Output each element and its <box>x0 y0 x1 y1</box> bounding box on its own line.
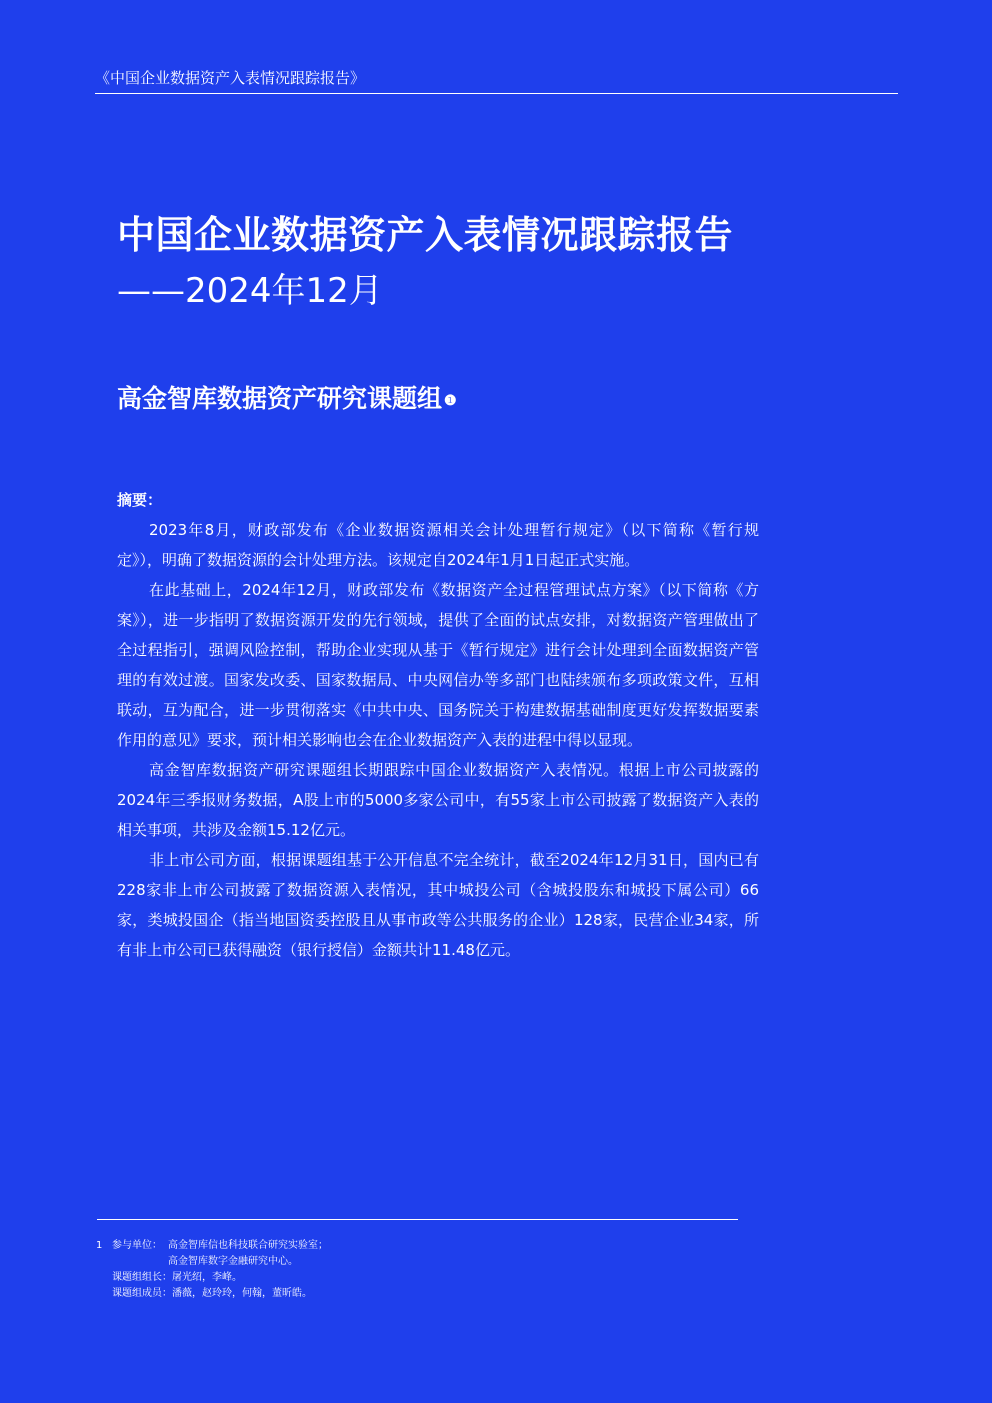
author-group <box>117 380 457 418</box>
report-subtitle: ——2024年12月 <box>117 271 383 311</box>
leaders-label: 课题组组长： <box>112 1272 172 1283</box>
abstract-paragraph-4: 非上市公司方面，根据课题组基于公开信息不完全统计，截至2024年12月31日，国内已有228家非上市公司披露了数据资源入表情况，其中城投公司（含城投股东和城投下属公司）66家，类城投国企（指当地国资委控股且从事市政等公共服务的企业）128家，民营企业34家，所有非上市公司已获得融资（银行授信）金额共计11.48亿元。 <box>117 851 759 959</box>
abstract-heading: 摘要： <box>117 491 163 509</box>
footnote-divider <box>97 1219 738 1220</box>
author-name: 高金智库数据资产研究课题组 <box>117 384 443 413</box>
leaders-names: 屠光绍，李峰。 <box>172 1272 242 1283</box>
participant-2: 高金智库数字金融研究中心。 <box>168 1256 298 1267</box>
running-header: 《中国企业数据资产入表情况跟踪报告》 <box>95 69 366 87</box>
participant-1: 高金智库信也科技联合研究实验室； <box>168 1240 328 1251</box>
abstract-body <box>117 515 759 965</box>
footnote-leaders <box>96 1270 328 1286</box>
abstract-paragraph-2: 在此基础上，2024年12月，财政部发布《数据资产全过程管理试点方案》（以下简称《方案》），进一步指明了数据资源开发的先行领域，提供了全面的试点安排，对数据资产管理做出了全过程指引，强调风险控制，帮助企业实现从基于《暂行规定》进行会计处理到全面数据资产管理的有效过渡。国家发改委、国家数据局、中央网信办等多部门也陆续颁布多项政策文件，互相联动，互为配合，进一步贯彻落实《中共中央、国务院关于构建数据基础制度更好发挥数据要素作用的意见》要求，预计相关影响也会在企业数据资产入表的进程中得以显现。 <box>117 581 759 749</box>
abstract-paragraph-3: 高金智库数据资产研究课题组长期跟踪中国企业数据资产入表情况。根据上市公司披露的2024年三季报财务数据，A股上市的5000多家公司中，有55家上市公司披露了数据资产入表的相关事项，共涉及金额15.12亿元。 <box>117 761 759 839</box>
footnote-members <box>96 1286 328 1302</box>
members-label: 课题组成员： <box>112 1288 172 1299</box>
footnote-marker[interactable]: ❶ <box>444 393 457 409</box>
participants-label: 参与单位： <box>112 1240 162 1251</box>
members-names: 潘薇，赵玲玲，何翰，董昕皓。 <box>172 1288 312 1299</box>
footnote-participants <box>96 1238 328 1254</box>
footnote-number: 1 <box>96 1240 103 1251</box>
header-divider <box>95 93 898 94</box>
abstract-paragraph-1: 2023年8月，财政部发布《企业数据资源相关会计处理暂行规定》（以下简称《暂行规定》），明确了数据资源的会计处理方法。该规定自2024年1月1日起正式实施。 <box>117 521 759 569</box>
report-title: 中国企业数据资产入表情况跟踪报告 <box>117 213 734 257</box>
footnotes <box>96 1238 328 1302</box>
